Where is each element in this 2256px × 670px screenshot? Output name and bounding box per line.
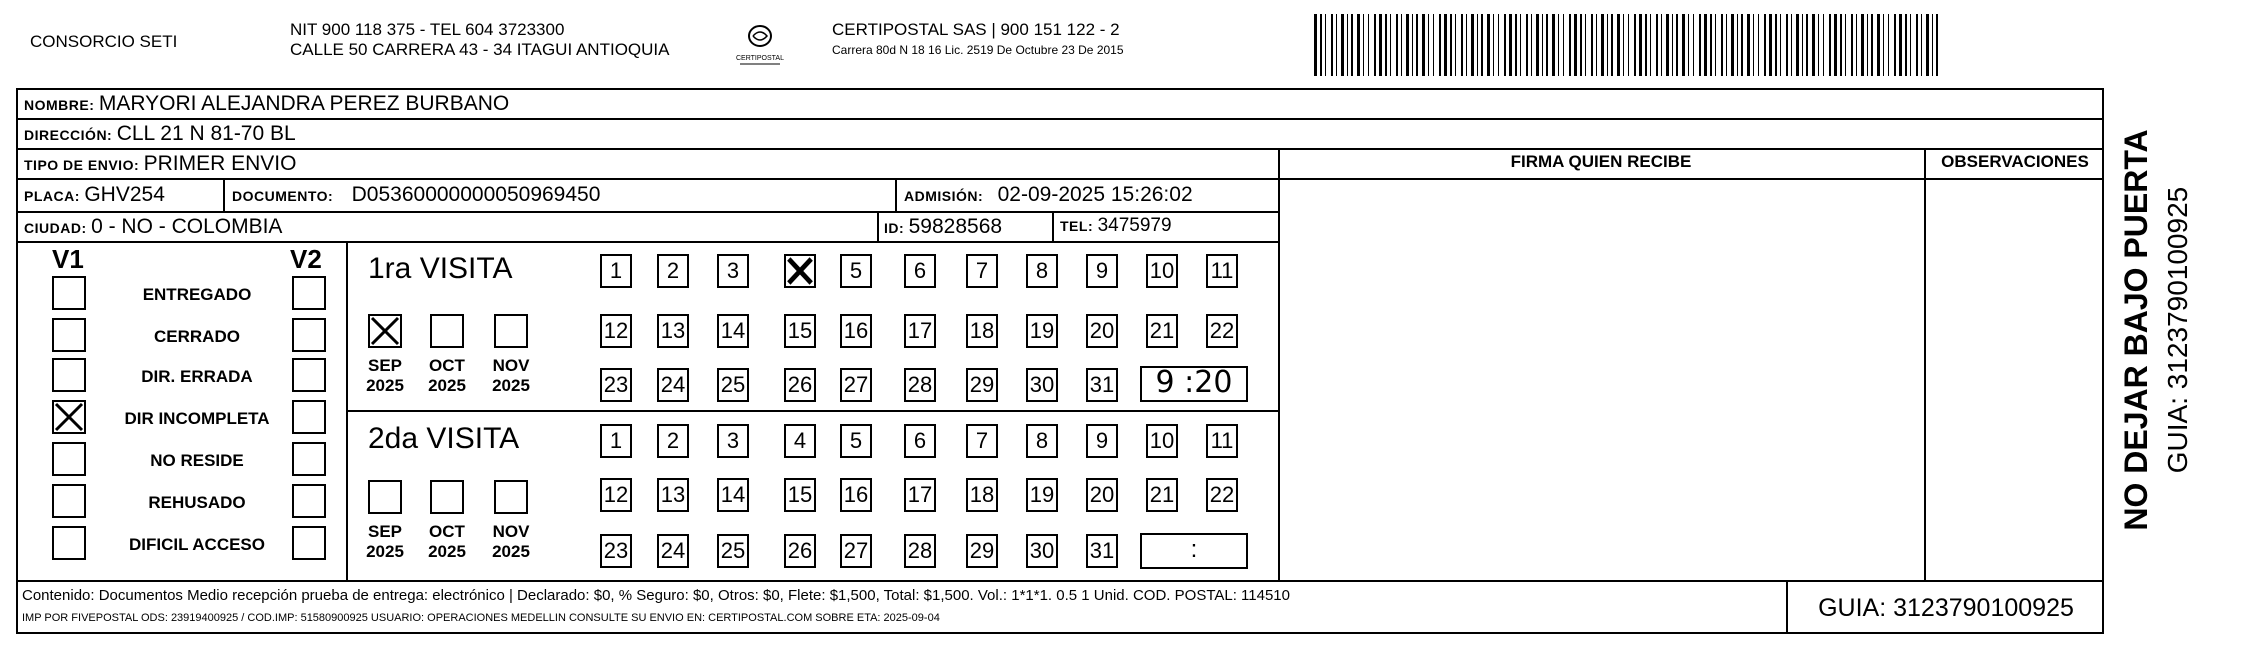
v2-checkbox[interactable] xyxy=(292,442,326,476)
v2-checkbox[interactable] xyxy=(292,276,326,310)
day-box[interactable]: 30 xyxy=(1026,534,1058,568)
day-box[interactable]: 31 xyxy=(1086,534,1118,568)
day-box[interactable]: 17 xyxy=(904,478,936,512)
day-box[interactable]: 11 xyxy=(1206,254,1238,288)
month-name: OCT xyxy=(429,356,465,375)
day-box[interactable]: 19 xyxy=(1026,314,1058,348)
day-box[interactable]: 5 xyxy=(840,254,872,288)
barcode-bar xyxy=(1666,14,1669,76)
month-label xyxy=(422,356,472,396)
v1-checkbox[interactable] xyxy=(52,442,86,476)
day-box[interactable]: 10 xyxy=(1146,424,1178,458)
barcode-bar xyxy=(1347,14,1348,76)
side-warning: NO DEJAR BAJO PUERTA xyxy=(2118,129,2154,531)
ciudad-label: CIUDAD: xyxy=(24,220,87,236)
day-box[interactable]: 8 xyxy=(1026,254,1058,288)
day-box[interactable]: 25 xyxy=(717,534,749,568)
day-box[interactable]: 29 xyxy=(966,534,998,568)
day-box[interactable]: 25 xyxy=(717,368,749,402)
certipostal-logo xyxy=(730,18,790,68)
day-box[interactable]: 30 xyxy=(1026,368,1058,402)
month-name: OCT xyxy=(429,522,465,541)
month-name: NOV xyxy=(492,522,530,541)
day-box[interactable]: 21 xyxy=(1146,478,1178,512)
footer-print-line: IMP POR FIVEPOSTAL ODS: 23919400925 / COD.IMP: 51580900925 USUARIO: OPERACIONES MEDELLIN CONSULTE SU ENVIO EN: CERTIPOSTAL.COM SOBRE ETA: 2025-09-04 xyxy=(22,612,940,624)
day-box[interactable]: 23 xyxy=(600,534,632,568)
status-reason-label: CERRADO xyxy=(154,327,240,346)
barcode-bar xyxy=(1385,14,1387,76)
admision-value: 02-09-2025 15:26:02 xyxy=(997,183,1193,206)
barcode-bar xyxy=(1731,14,1734,76)
barcode-bar xyxy=(1374,14,1376,76)
barcode-bar xyxy=(1741,14,1743,76)
month-year: 2025 xyxy=(428,376,466,395)
day-box[interactable]: 9 xyxy=(1086,254,1118,288)
barcode-bar xyxy=(1396,14,1398,76)
barcode-bar xyxy=(1552,14,1555,76)
barcode-bar xyxy=(1406,14,1409,76)
v2-checkbox[interactable] xyxy=(292,358,326,392)
v1-checkbox[interactable] xyxy=(52,526,86,560)
day-box[interactable]: 2 xyxy=(657,254,689,288)
month-year: 2025 xyxy=(366,376,404,395)
month-checkbox[interactable] xyxy=(368,480,402,514)
barcode-bar xyxy=(1325,14,1326,76)
day-box[interactable]: 28 xyxy=(904,368,936,402)
barcode-bar xyxy=(1861,14,1864,76)
day-box[interactable]: 20 xyxy=(1086,314,1118,348)
status-reason-label: REHUSADO xyxy=(148,493,246,512)
barcode-bar xyxy=(1416,14,1418,76)
status-reason-label: DIR INCOMPLETA xyxy=(124,409,270,428)
barcode-bar xyxy=(1623,14,1624,76)
day-box[interactable]: 1 xyxy=(600,254,632,288)
barcode-bar xyxy=(1607,14,1608,76)
placa-label: PLACA: xyxy=(24,188,80,204)
day-box[interactable] xyxy=(784,254,816,288)
barcode-bar xyxy=(1515,14,1517,76)
barcode-bar xyxy=(1357,14,1360,76)
barcode-bar xyxy=(1764,14,1766,76)
barcode-bar xyxy=(1747,14,1750,76)
month-label xyxy=(422,522,472,562)
barcode-bar xyxy=(1351,14,1353,76)
barcode-bar xyxy=(1466,14,1467,76)
v2-label: V2 xyxy=(290,244,322,274)
barcode-bar xyxy=(1493,14,1494,76)
documento-label: DOCUMENTO: xyxy=(232,188,334,204)
day-box[interactable]: 24 xyxy=(657,534,689,568)
barcode-bar xyxy=(1591,14,1593,76)
month-year: 2025 xyxy=(366,542,404,561)
documento-value: D05360000000050969450 xyxy=(351,183,601,206)
barcode-bar xyxy=(1812,14,1815,76)
day-box[interactable]: 17 xyxy=(904,314,936,348)
month-label xyxy=(360,356,410,396)
month-checkbox[interactable] xyxy=(494,480,528,514)
barcode-bar xyxy=(1520,14,1521,76)
barcode-bar xyxy=(1428,14,1429,76)
barcode-bar xyxy=(1617,14,1620,76)
month-checkbox[interactable] xyxy=(494,314,528,348)
barcode-bar xyxy=(1894,14,1896,76)
v2-checkbox[interactable] xyxy=(292,400,326,434)
barcode-bar xyxy=(1877,14,1880,76)
day-box[interactable]: 4 xyxy=(784,424,816,458)
barcode-bar xyxy=(1699,14,1701,76)
day-box[interactable]: 31 xyxy=(1086,368,1118,402)
barcode-bar xyxy=(1796,14,1799,76)
tel-label: TEL: xyxy=(1060,218,1094,234)
v1-checkbox[interactable] xyxy=(52,400,86,434)
barcode-bar xyxy=(1710,14,1712,76)
visit1-time[interactable]: 9 :20 xyxy=(1140,366,1248,402)
barcode-bar xyxy=(1455,14,1456,76)
barcode-bar xyxy=(1433,14,1434,76)
day-box[interactable]: 29 xyxy=(966,368,998,402)
id-label: ID: xyxy=(884,220,905,236)
barcode-bar xyxy=(1921,14,1922,76)
day-box[interactable]: 14 xyxy=(717,314,749,348)
day-box[interactable]: 27 xyxy=(840,534,872,568)
day-box[interactable]: 13 xyxy=(657,478,689,512)
barcode-bar xyxy=(1693,14,1694,76)
tel-field xyxy=(1060,215,1172,237)
admision-label: ADMISIÓN: xyxy=(904,188,984,204)
barcode-bar xyxy=(1585,14,1586,76)
day-box[interactable]: 16 xyxy=(840,314,872,348)
company-name: CONSORCIO SETI xyxy=(30,32,178,51)
barcode-bar xyxy=(1504,14,1506,76)
barcode-bar xyxy=(1363,14,1364,76)
barcode-bar xyxy=(1563,14,1564,76)
day-box[interactable]: 6 xyxy=(904,424,936,458)
address-line: CALLE 50 CARRERA 43 - 34 ITAGUI ANTIOQUIA xyxy=(290,40,670,59)
barcode-bar xyxy=(1916,14,1918,76)
barcode-bar xyxy=(1856,14,1857,76)
footer-guia: GUIA: 3123790100925 xyxy=(1818,594,2074,622)
side-guia: GUIA: 3123790100925 xyxy=(2162,186,2193,474)
month-label xyxy=(486,356,536,396)
tipo-envio-label: TIPO DE ENVIO: xyxy=(24,157,140,173)
barcode-bar xyxy=(1676,14,1678,76)
nombre-label: NOMBRE: xyxy=(24,97,95,113)
barcode-bar xyxy=(1368,14,1369,76)
id-field xyxy=(884,215,1002,239)
visit2-time[interactable]: : xyxy=(1140,533,1248,569)
day-box[interactable]: 12 xyxy=(600,478,632,512)
documento-field xyxy=(232,183,600,207)
barcode-bar xyxy=(1818,14,1819,76)
barcode-bar xyxy=(1806,14,1808,76)
month-name: NOV xyxy=(492,356,530,375)
day-box[interactable]: 24 xyxy=(657,368,689,402)
barcode xyxy=(1314,14,1946,76)
barcode-bar xyxy=(1888,14,1889,76)
day-box[interactable]: 7 xyxy=(966,424,998,458)
day-box[interactable]: 11 xyxy=(1206,424,1238,458)
ciudad-value: 0 - NO - COLOMBIA xyxy=(91,215,283,238)
barcode-bar xyxy=(1682,14,1685,76)
svg-text:CERTIPOSTAL: CERTIPOSTAL xyxy=(736,55,784,62)
day-box[interactable]: 27 xyxy=(840,368,872,402)
barcode-bar xyxy=(1498,14,1499,76)
day-box[interactable]: 15 xyxy=(784,314,816,348)
barcode-bar xyxy=(1487,14,1490,76)
day-box[interactable]: 6 xyxy=(904,254,936,288)
barcode-bar xyxy=(1341,14,1344,76)
signature-area[interactable] xyxy=(1280,180,1924,580)
barcode-bar xyxy=(1558,14,1559,76)
barcode-bar xyxy=(1331,14,1333,76)
barcode-bar xyxy=(1471,14,1474,76)
v1-checkbox[interactable] xyxy=(52,484,86,518)
barcode-bar xyxy=(1439,14,1441,76)
barcode-bar xyxy=(1320,14,1322,76)
tipo-envio-field xyxy=(24,152,296,176)
barcode-bar xyxy=(1672,14,1673,76)
barcode-bar xyxy=(1569,14,1571,76)
observations-area[interactable] xyxy=(1926,180,2104,580)
day-box[interactable]: 19 xyxy=(1026,478,1058,512)
observaciones-header: OBSERVACIONES xyxy=(1941,152,2089,171)
v1-label: V1 xyxy=(52,244,84,274)
status-reason-label: ENTREGADO xyxy=(142,285,252,304)
barcode-bar xyxy=(1845,14,1846,76)
barcode-bar xyxy=(1574,14,1577,76)
month-label xyxy=(486,522,536,562)
barcode-bar xyxy=(1481,14,1483,76)
barcode-bar xyxy=(1905,14,1907,76)
barcode-bar xyxy=(1823,14,1824,76)
barcode-bar xyxy=(1531,14,1532,76)
barcode-bar xyxy=(1412,14,1413,76)
day-box[interactable]: 1 xyxy=(600,424,632,458)
barcode-bar xyxy=(1536,14,1539,76)
day-box[interactable]: 5 xyxy=(840,424,872,458)
barcode-bar xyxy=(1639,14,1642,76)
barcode-bar xyxy=(1688,14,1689,76)
barcode-bar xyxy=(1661,14,1662,76)
barcode-bar xyxy=(1726,14,1727,76)
barcode-bar xyxy=(1336,14,1337,76)
nombre-value: MARYORI ALEJANDRA PEREZ BURBANO xyxy=(98,92,510,115)
day-box[interactable]: 13 xyxy=(657,314,689,348)
barcode-bar xyxy=(1656,14,1658,76)
barcode-bar xyxy=(1580,14,1582,76)
barcode-bar xyxy=(1444,14,1447,76)
barcode-bar xyxy=(1314,14,1317,76)
barcode-bar xyxy=(1704,14,1707,76)
barcode-bar xyxy=(1802,14,1803,76)
v1-checkbox[interactable] xyxy=(52,358,86,392)
barcode-bar xyxy=(1786,14,1788,76)
day-box[interactable]: 12 xyxy=(600,314,632,348)
barcode-bar xyxy=(1542,14,1543,76)
day-box[interactable]: 28 xyxy=(904,534,936,568)
status-reason-label: DIFICIL ACCESO xyxy=(128,535,265,554)
barcode-bar xyxy=(1867,14,1868,76)
barcode-bar xyxy=(1769,14,1772,76)
day-box[interactable]: 7 xyxy=(966,254,998,288)
status-reason-label: NO RESIDE xyxy=(150,451,244,470)
barcode-bar xyxy=(1775,14,1777,76)
barcode-bar xyxy=(1596,14,1597,76)
day-box[interactable]: 26 xyxy=(784,368,816,402)
barcode-bar xyxy=(1926,14,1929,76)
barcode-bar xyxy=(1737,14,1738,76)
barcode-bar xyxy=(1932,14,1933,76)
day-box[interactable]: 3 xyxy=(717,254,749,288)
day-box[interactable]: 9 xyxy=(1086,424,1118,458)
barcode-bar xyxy=(1851,14,1853,76)
day-box[interactable]: 10 xyxy=(1146,254,1178,288)
barcode-bar xyxy=(1645,14,1647,76)
day-box[interactable]: 18 xyxy=(966,314,998,348)
direccion-field xyxy=(24,122,296,146)
certipostal-line: CERTIPOSTAL SAS | 900 151 122 - 2 xyxy=(832,20,1120,39)
placa-field xyxy=(24,183,165,207)
v2-checkbox[interactable] xyxy=(292,526,326,560)
barcode-bar xyxy=(1401,14,1402,76)
month-checkbox[interactable] xyxy=(368,314,402,348)
barcode-bar xyxy=(1899,14,1902,76)
certipostal-address: Carrera 80d N 18 16 Lic. 2519 De Octubre 23 De 2015 xyxy=(832,43,1124,57)
tel-value: 3475979 xyxy=(1097,215,1172,236)
barcode-bar xyxy=(1611,14,1613,76)
barcode-bar xyxy=(1834,14,1837,76)
month-label xyxy=(360,522,410,562)
barcode-bar xyxy=(1829,14,1831,76)
barcode-bar xyxy=(1936,14,1938,76)
month-year: 2025 xyxy=(428,542,466,561)
barcode-bar xyxy=(1715,14,1716,76)
barcode-bar xyxy=(1390,14,1391,76)
nombre-field xyxy=(24,92,509,116)
barcode-bar xyxy=(1526,14,1528,76)
day-box[interactable]: 2 xyxy=(657,424,689,458)
month-checkbox[interactable] xyxy=(430,314,464,348)
month-checkbox[interactable] xyxy=(430,480,464,514)
barcode-bar xyxy=(1883,14,1884,76)
month-year: 2025 xyxy=(492,376,530,395)
direccion-value: CLL 21 N 81-70 BL xyxy=(116,122,296,145)
barcode-bar xyxy=(1871,14,1873,76)
admision-field xyxy=(904,183,1193,207)
barcode-bar xyxy=(1650,14,1651,76)
barcode-bar xyxy=(1910,14,1911,76)
day-box[interactable]: 16 xyxy=(840,478,872,512)
barcode-bar xyxy=(1601,14,1604,76)
direccion-label: DIRECCIÓN: xyxy=(24,127,113,143)
barcode-bar xyxy=(1461,14,1463,76)
v2-checkbox[interactable] xyxy=(292,318,326,352)
barcode-bar xyxy=(1450,14,1452,76)
barcode-bar xyxy=(1422,14,1425,76)
day-box[interactable]: 18 xyxy=(966,478,998,512)
day-box[interactable]: 23 xyxy=(600,368,632,402)
status-reason-label: DIR. ERRADA xyxy=(141,367,253,386)
barcode-bar xyxy=(1758,14,1759,76)
visit2-title: 2da VISITA xyxy=(368,422,520,455)
barcode-bar xyxy=(1509,14,1512,76)
day-box[interactable]: 22 xyxy=(1206,314,1238,348)
day-box[interactable]: 20 xyxy=(1086,478,1118,512)
barcode-bar xyxy=(1791,14,1792,76)
day-box[interactable]: 26 xyxy=(784,534,816,568)
month-name: SEP xyxy=(367,522,403,541)
day-box[interactable]: 3 xyxy=(717,424,749,458)
v1-checkbox[interactable] xyxy=(52,276,86,310)
v2-checkbox[interactable] xyxy=(292,484,326,518)
day-box[interactable]: 21 xyxy=(1146,314,1178,348)
ciudad-field xyxy=(24,215,282,239)
day-box[interactable]: 15 xyxy=(784,478,816,512)
barcode-bar xyxy=(1628,14,1629,76)
id-value: 59828568 xyxy=(908,215,1003,238)
day-box[interactable]: 22 xyxy=(1206,478,1238,512)
barcode-bar xyxy=(1780,14,1781,76)
v1-checkbox[interactable] xyxy=(52,318,86,352)
barcode-bar xyxy=(1546,14,1548,76)
barcode-bar xyxy=(1753,14,1754,76)
barcode-bar xyxy=(1840,14,1842,76)
placa-value: GHV254 xyxy=(84,183,165,206)
visit1-title: 1ra VISITA xyxy=(368,252,513,285)
barcode-bar xyxy=(1379,14,1382,76)
footer-content-line: Contenido: Documentos Medio recepción prueba de entrega: electrónico | Declarado: $0, % Seguro: $0, Otros: $0, Flete: $1,500, Total: $1,500. Vol.: 1*1*1. 0.5 1 Unid. COD. POSTAL: 114510 xyxy=(22,587,1290,604)
day-box[interactable]: 8 xyxy=(1026,424,1058,458)
barcode-bar xyxy=(1721,14,1723,76)
firma-header: FIRMA QUIEN RECIBE xyxy=(1510,152,1692,171)
nit-line: NIT 900 118 375 - TEL 604 3723300 xyxy=(290,20,565,39)
tipo-envio-value: PRIMER ENVIO xyxy=(143,152,297,175)
barcode-bar xyxy=(1634,14,1636,76)
barcode-bar xyxy=(1477,14,1478,76)
month-name: SEP xyxy=(367,356,403,375)
day-box[interactable]: 14 xyxy=(717,478,749,512)
month-year: 2025 xyxy=(492,542,530,561)
